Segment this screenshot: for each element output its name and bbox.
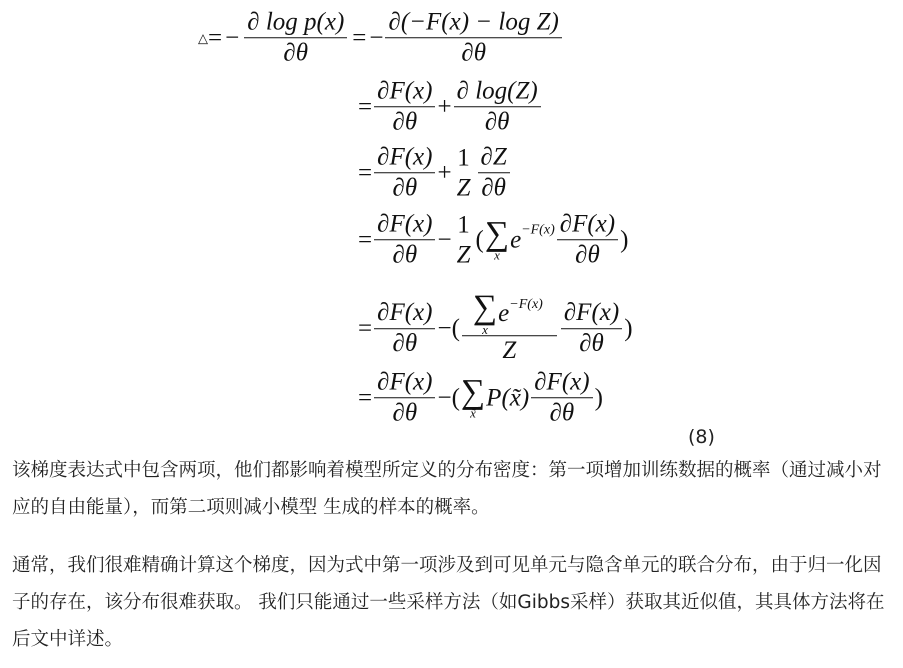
equation-row-1: △ = − $\frac{\text{∂ log p(x)}}{\partial\theta}$ = − $\frac{\text{∂(−F(x) − log Z)}}{\partial\theta}$ [198, 9, 564, 67]
fraction: $\frac{\text{∂(−F(x) − log Z)}}{\partial\theta}$ [385, 9, 561, 67]
equation-row-6: = $\frac{\partial F(x)}{\partial\theta}$ −( ∑ x̃ P(x̃) $\frac{\partial F(x)}{\partial\theta}$ ) [358, 368, 603, 427]
equation-row-3: = $\frac{\partial F(x)}{\partial\theta}$ + 1 Z $\frac{\partial Z}{\partial\theta}$ [358, 144, 512, 202]
delta-symbol: △ [198, 30, 208, 45]
equation-number: (8) [688, 426, 715, 448]
equation-row-4: = $\frac{\partial F(x)}{\partial\theta}$ − 1 Z ( ∑ x $e^{-F(x)}$ $\frac{\partial F(x)}{\partial\theta}$ ) [358, 210, 629, 269]
equation-row-5: = $\frac{\partial F(x)}{\partial\theta}$ −( ∑ x $e^{-F(x)}$ Z $\frac{\partial F(x)}{\partial\theta}$ ) [358, 289, 633, 365]
paragraph: 该梯度表达式中包含两项，他们都影响着模型所定义的分布密度：第一项增加训练数据的概率（通过减小对应的自由能量），而第二项则减小模型 生成的样本的概率。 [12, 460, 882, 518]
equation-row-2: = $\frac{\partial F(x)}{\partial\theta}$ + $\frac{\partial \log(Z)}{\partial\theta}$ [358, 78, 543, 136]
sum-symbol: ∑ x̃ [460, 372, 486, 421]
paragraph: 通常，我们很难精确计算这个梯度，因为式中第一项涉及到可见单元与隐含单元的联合分布，由于归一化因子的存在，该分布很难获取。 我们只能通过一些采样方法（如Gibbs采样）获取其近似值，其具体方法将在后文中详述。 [12, 555, 885, 650]
sum-symbol: ∑ x [484, 214, 510, 263]
fraction: $\frac{\text{∂ log p(x)}}{\partial\theta}$ [244, 9, 347, 67]
